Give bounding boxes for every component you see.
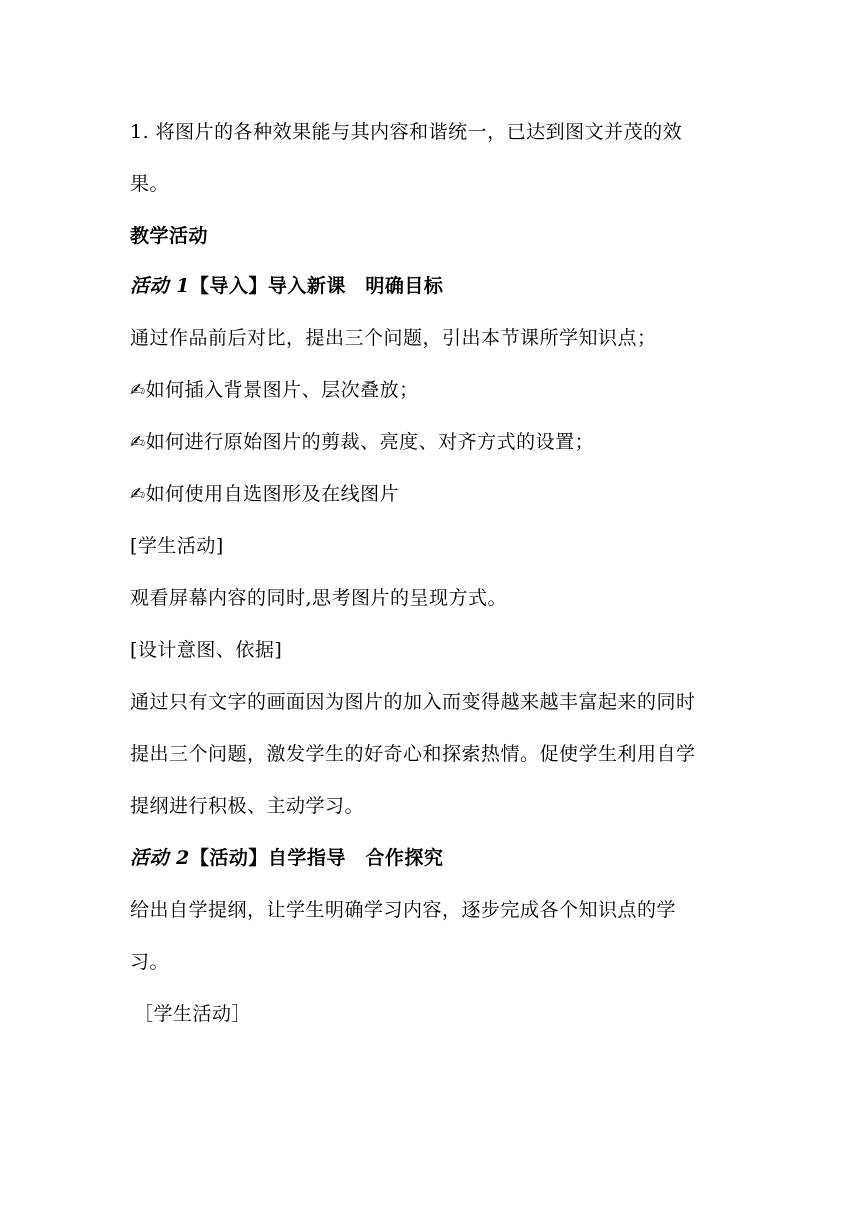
activity-title: 【导入】导入新课 明确目标 [189, 275, 444, 297]
paragraph-line: 习。 [130, 951, 170, 973]
activity-heading [130, 846, 443, 870]
paragraph-line: 提纲进行积极、主动学习。 [130, 795, 365, 817]
bullet-text: 如何插入背景图片、层次叠放； [145, 379, 419, 401]
paragraph-line: 观看屏幕内容的同时,思考图片的呈现方式。 [130, 587, 508, 609]
activity-title: 【活动】自学指导 合作探究 [189, 847, 444, 869]
pencil-icon: ✍ [130, 432, 146, 453]
bullet-item [130, 482, 399, 507]
bullet-item [130, 430, 594, 455]
student-activity-label: ［学生活动］ [134, 1003, 252, 1025]
paragraph-line: 通过作品前后对比，提出三个问题，引出本节课所学知识点； [130, 327, 657, 349]
pencil-icon: ✍ [130, 484, 146, 505]
activity-heading [130, 274, 443, 298]
activity-number: 活动 1 [130, 275, 190, 297]
paragraph-line: 给出自学提纲，让学生明确学习内容，逐步完成各个知识点的学 [130, 899, 677, 921]
paragraph-line: 提出三个问题，激发学生的好奇心和探索热情。促使学生利用自学 [130, 743, 696, 765]
student-activity-label: [学生活动] [130, 535, 224, 557]
design-intent-label: [设计意图、依据] [130, 639, 283, 661]
paragraph-line: 果。 [130, 173, 170, 195]
section-heading: 教学活动 [130, 225, 209, 247]
activity-number: 活动 2 [130, 847, 190, 869]
bullet-item [130, 378, 419, 403]
paragraph-line: 通过只有文字的画面因为图片的加入而变得越来越丰富起来的同时 [130, 691, 696, 713]
bullet-text: 如何进行原始图片的剪裁、亮度、对齐方式的设置； [145, 431, 595, 453]
bullet-text: 如何使用自选图形及在线图片 [145, 483, 400, 505]
pencil-icon: ✍ [130, 380, 146, 401]
paragraph-line: 1. 将图片的各种效果能与其内容和谐统一，已达到图文并茂的效 [130, 121, 683, 143]
